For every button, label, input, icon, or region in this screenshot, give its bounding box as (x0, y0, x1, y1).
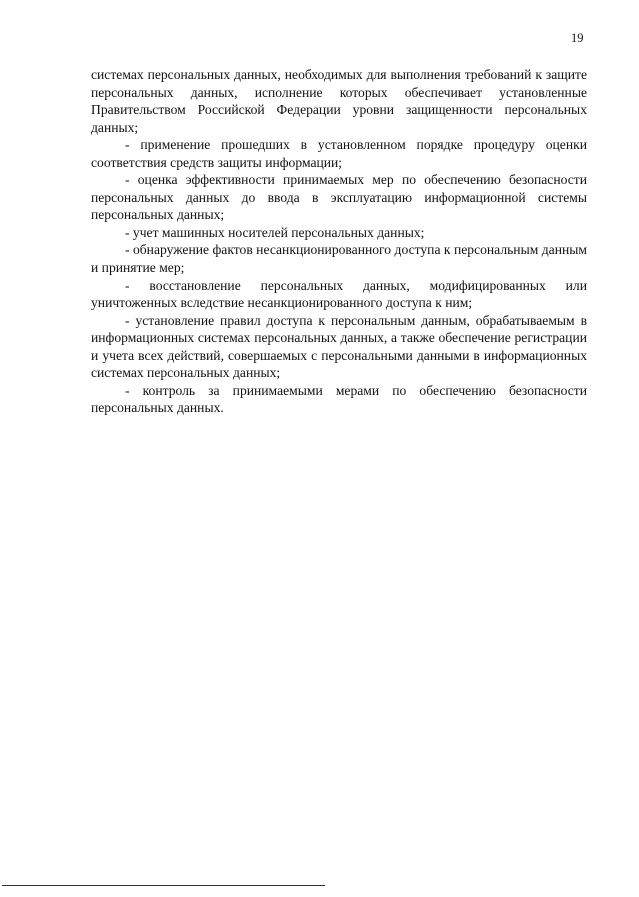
list-item-access-rules: - установление правил доступа к персональным данным, обрабатываемым в информационных системах персональных данных, а также обеспечение регистрации и учета всех действий, совершаемых с персональными данными в информационных системах персональных данных; (91, 312, 587, 381)
footer-divider (2, 885, 325, 886)
list-item-measures-control: - контроль за принимаемыми мерами по обеспечению безопасности персональных данных. (91, 382, 587, 416)
body-text (91, 66, 587, 417)
paragraph-continuation: системах персональных данных, необходимых для выполнения требований к защите персональных данных, исполнение которых обеспечивает установленные Правительством Российской Федерации уровни защищенности персональных данных; (91, 67, 587, 135)
list-item-effectiveness-assessment: - оценка эффективности принимаемых мер по обеспечению безопасности персональных данных до ввода в эксплуатацию информационной системы персональных данных; (91, 172, 587, 223)
list-item-unauthorized-access-detection: - обнаружение фактов несанкционированного доступа к персональным данным и принятие мер; (91, 242, 587, 276)
list-item-media-accounting: - учет машинных носителей персональных данных; (125, 224, 425, 240)
list-item-certified-protection: - применение прошедших в установленном порядке процедуру оценки соответствия средств защиты информации; (91, 137, 587, 170)
list-item-data-restoration: - восстановление персональных данных, модифицированных или уничтоженных вследствие несанкционированного доступа к ним; (91, 277, 587, 311)
page-number: 19 (571, 31, 584, 45)
